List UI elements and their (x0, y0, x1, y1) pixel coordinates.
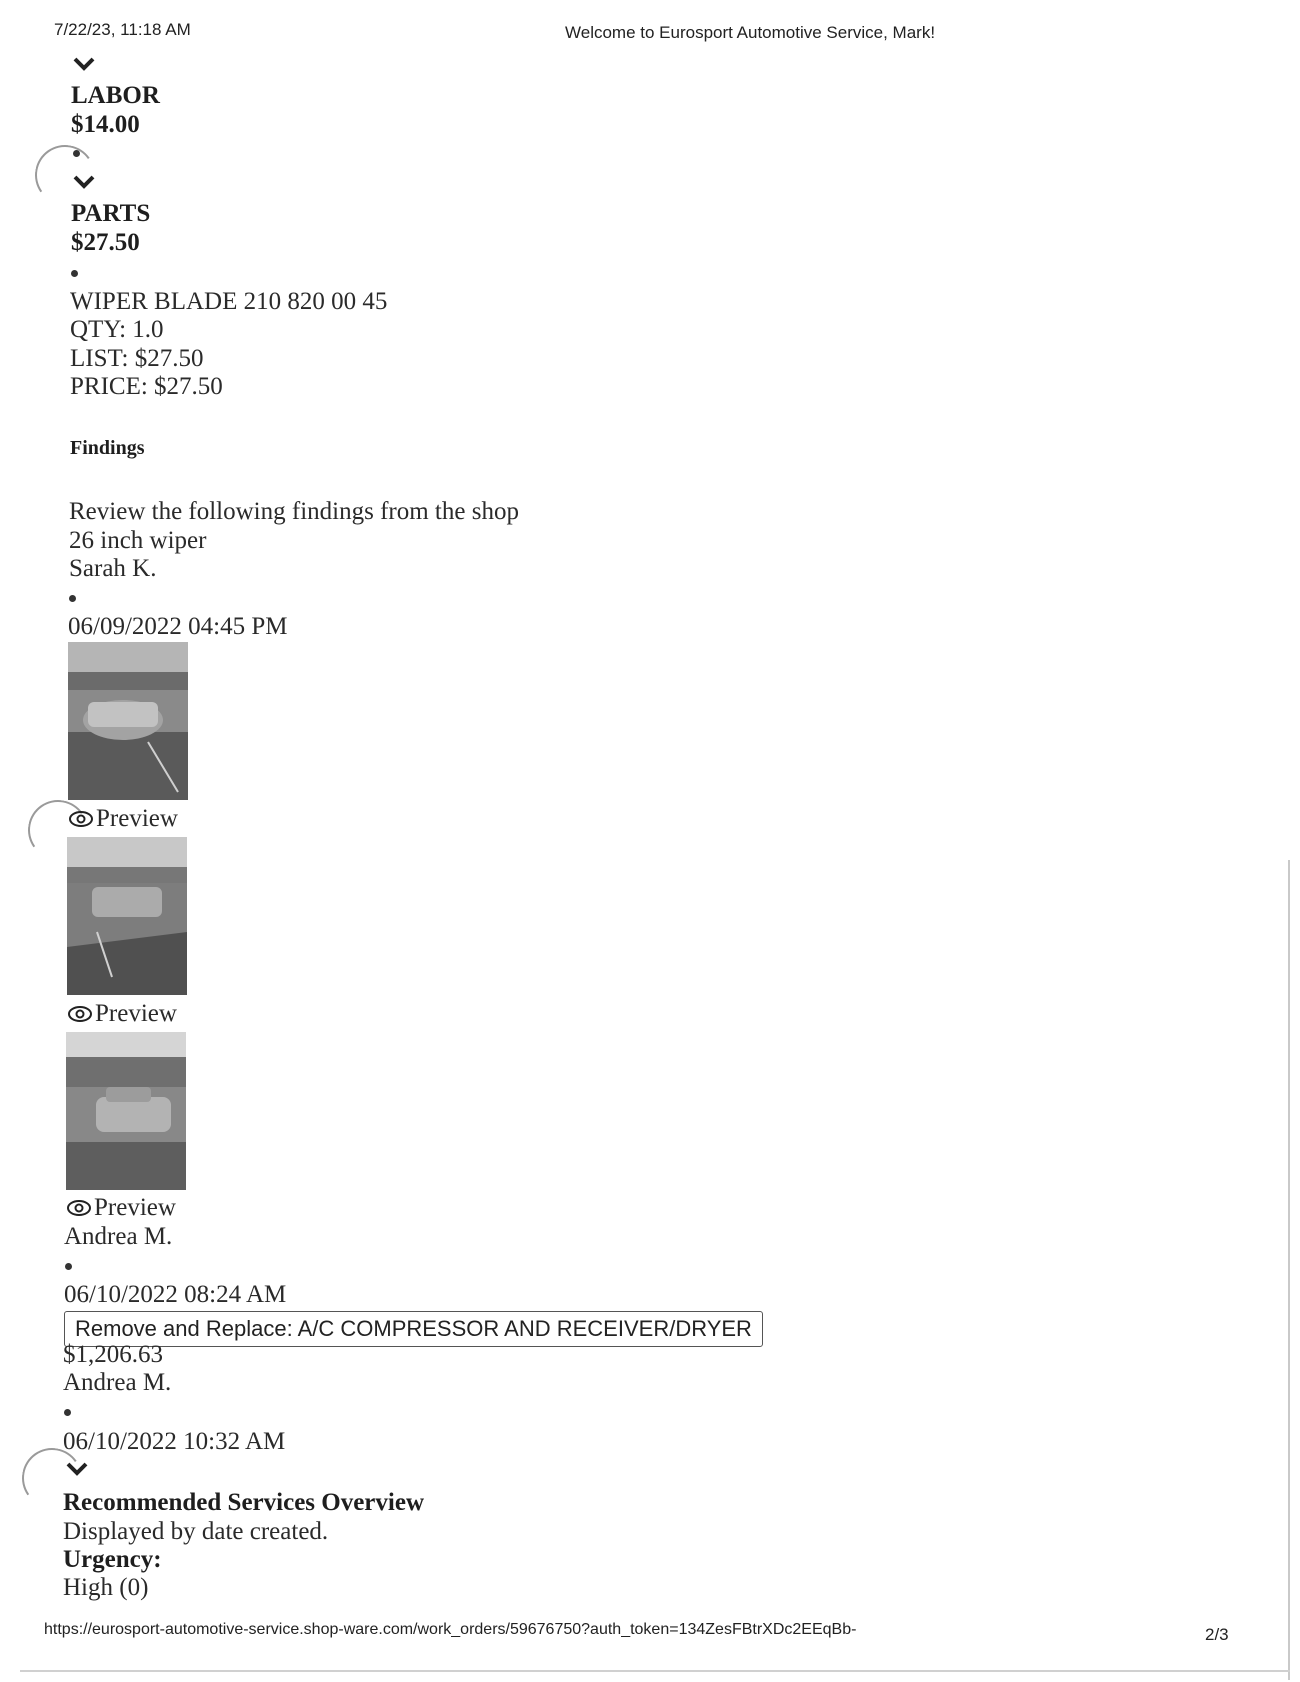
labor-amount: $14.00 (71, 111, 140, 138)
chevron-down-icon[interactable] (66, 1461, 88, 1477)
findings-intro: Review the following findings from the shop (69, 498, 519, 525)
page-edge (1288, 860, 1290, 1680)
footer-url: https://eurosport-automotive-service.shop-ware.com/work_orders/59676750?auth_token=134ZesFBtrXDc2EEqBb- (44, 1621, 857, 1638)
chevron-down-icon[interactable] (73, 174, 95, 190)
finding-author: Andrea M. (64, 1223, 173, 1250)
urgency-label: Urgency: (63, 1546, 162, 1573)
finding-date: 06/10/2022 08:24 AM (64, 1281, 287, 1308)
service-button[interactable]: Remove and Replace: A/C COMPRESSOR AND RECEIVER/DRYER (64, 1311, 763, 1347)
finding-photo[interactable] (66, 1032, 186, 1190)
bullet-icon (73, 150, 80, 157)
finding-photo[interactable] (67, 837, 187, 995)
finding-date: 06/10/2022 10:32 AM (63, 1428, 286, 1455)
eye-icon (68, 810, 94, 828)
bullet-icon (71, 270, 78, 277)
preview-link[interactable] (66, 1194, 176, 1222)
preview-link[interactable] (68, 805, 178, 833)
part-name: WIPER BLADE 210 820 00 45 (70, 288, 388, 315)
part-price: PRICE: $27.50 (70, 373, 223, 400)
urgency-value: High (0) (63, 1574, 149, 1601)
welcome-message: Welcome to Eurosport Automotive Service, Mark! (565, 23, 936, 42)
finding-author: Sarah K. (69, 555, 157, 582)
part-list-price: LIST: $27.50 (70, 345, 204, 372)
preview-label: Preview (96, 805, 178, 832)
bullet-icon (69, 595, 76, 602)
bullet-icon (64, 1409, 71, 1416)
print-datetime: 7/22/23, 11:18 AM (54, 20, 191, 39)
finding-photo[interactable] (68, 642, 188, 800)
page-number: 2/3 (1205, 1625, 1229, 1644)
labor-title: LABOR (71, 82, 160, 109)
parts-title: PARTS (71, 200, 151, 227)
chevron-down-icon[interactable] (73, 56, 95, 72)
bullet-icon (65, 1263, 72, 1270)
finding-author: Andrea M. (63, 1369, 172, 1396)
recommended-title: Recommended Services Overview (63, 1489, 424, 1516)
recommended-subtitle: Displayed by date created. (63, 1518, 329, 1545)
page-edge (20, 1670, 1290, 1672)
eye-icon (67, 1005, 93, 1023)
parts-amount: $27.50 (71, 229, 140, 256)
finding-date: 06/09/2022 04:45 PM (68, 613, 288, 640)
findings-heading: Findings (70, 437, 145, 459)
preview-label: Preview (94, 1194, 176, 1221)
preview-label: Preview (95, 1000, 177, 1027)
part-qty: QTY: 1.0 (70, 316, 164, 343)
service-price: $1,206.63 (63, 1341, 163, 1368)
preview-link[interactable] (67, 1000, 177, 1028)
finding-note: 26 inch wiper (69, 527, 207, 554)
eye-icon (66, 1199, 92, 1217)
